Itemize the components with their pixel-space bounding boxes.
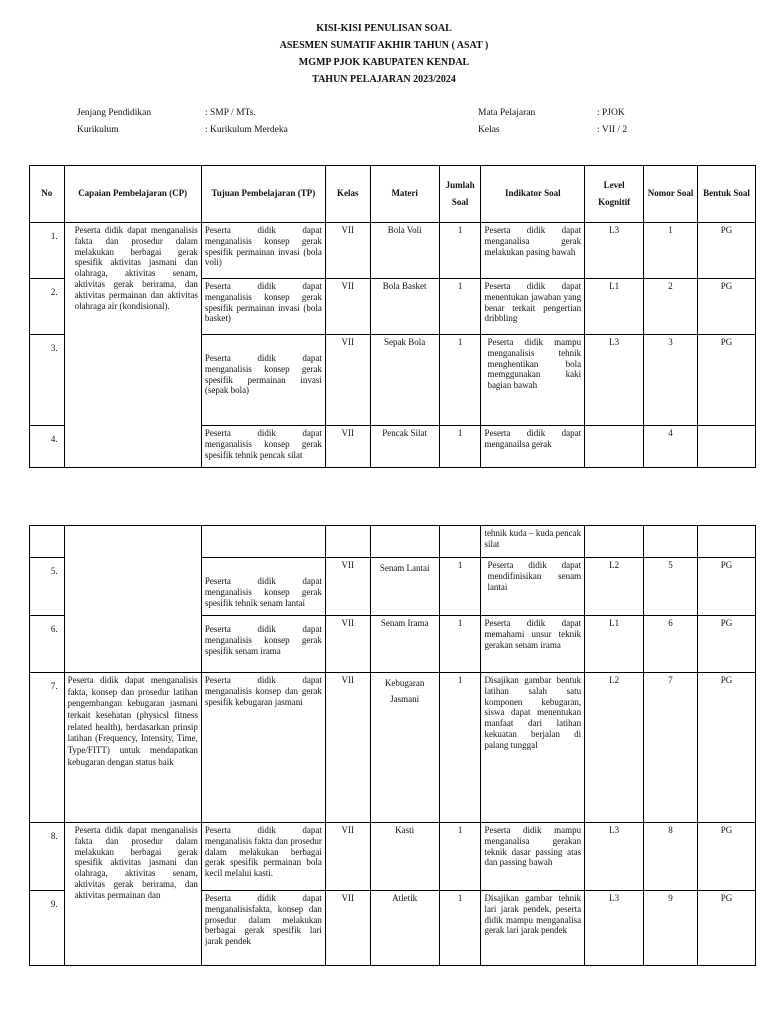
kurikulum-label: Kurikulum bbox=[77, 125, 119, 135]
doc-title-line-2: ASESMEN SUMATIF AKHIR TAHUN ( ASAT ) bbox=[279, 40, 489, 51]
header-level-kognitif: Level Kognitif bbox=[585, 166, 644, 223]
header-materi: Materi bbox=[370, 166, 439, 223]
header-cp: Capaian Pembelajaran (CP) bbox=[64, 166, 201, 223]
table-row bbox=[30, 673, 756, 823]
tp-cell: Peserta didik dapat menganalisis konsep gerak spesifik permainan invasi (bola voli) bbox=[201, 223, 325, 279]
jumlah-cell: 1 bbox=[439, 335, 481, 426]
kelas-cell: VII bbox=[325, 223, 370, 279]
header-no: No bbox=[30, 166, 65, 223]
nomor-cell: 3 bbox=[644, 335, 698, 426]
kelas-value: : VII / 2 bbox=[597, 125, 628, 135]
level-cell: L1 bbox=[585, 616, 644, 673]
row-no bbox=[30, 526, 65, 558]
bentuk-cell: PG bbox=[698, 223, 756, 279]
materi-cell bbox=[370, 526, 439, 558]
materi-cell: Sepak Bola bbox=[370, 335, 439, 426]
cp-cell-empty bbox=[64, 526, 201, 673]
bentuk-cell: PG bbox=[698, 335, 756, 426]
bentuk-cell: PG bbox=[698, 279, 756, 335]
doc-title-line-4: TAHUN PELAJARAN 2023/2024 bbox=[312, 74, 456, 85]
indikator-cell: Peserta didik dapat memahami unsur teknik gerakan senam irama bbox=[481, 616, 585, 673]
jumlah-cell bbox=[439, 526, 481, 558]
level-cell: L1 bbox=[585, 279, 644, 335]
materi-cell: Bola Basket bbox=[370, 279, 439, 335]
kisi-table-part-2 bbox=[29, 525, 756, 966]
jenjang-label: Jenjang Pendidikan bbox=[77, 108, 152, 118]
row-no: 6. bbox=[30, 616, 65, 673]
header-indikator-soal: Indikator Soal bbox=[481, 166, 585, 223]
level-cell: L3 bbox=[585, 223, 644, 279]
kelas-cell: VII bbox=[325, 891, 370, 966]
header-tp: Tujuan Pembelajaran (TP) bbox=[201, 166, 325, 223]
materi-cell: Senam Lantai bbox=[370, 558, 439, 616]
bentuk-cell: PG bbox=[698, 616, 756, 673]
jenjang-value: : SMP / MTs. bbox=[205, 108, 256, 118]
jumlah-cell: 1 bbox=[439, 673, 481, 823]
nomor-cell: 4 bbox=[644, 426, 698, 468]
nomor-cell: 5 bbox=[644, 558, 698, 616]
materi-cell: Atletik bbox=[370, 891, 439, 966]
row-no: 3. bbox=[30, 335, 65, 426]
nomor-cell: 6 bbox=[644, 616, 698, 673]
materi-cell: Senam Irama bbox=[370, 616, 439, 673]
indikator-cell: Peserta didik dapat menganailsa gerak bbox=[481, 426, 585, 468]
materi-cell: Kebugaran Jasmani bbox=[370, 673, 439, 823]
jumlah-cell: 1 bbox=[439, 891, 481, 966]
tp-cell: Peserta didik dapat menganalisis fakta dan prosedur dalam melakukan berbagai gerak spesifik permainan bola kecil melalui kasti. bbox=[201, 823, 325, 891]
table-header-row bbox=[30, 166, 756, 223]
jumlah-cell: 1 bbox=[439, 279, 481, 335]
row-no: 7. bbox=[30, 673, 65, 823]
row-no: 2. bbox=[30, 279, 65, 335]
row-no: 8. bbox=[30, 823, 65, 891]
jumlah-cell: 1 bbox=[439, 426, 481, 468]
level-cell: L2 bbox=[585, 673, 644, 823]
indikator-cell: Peserta didik dapat menganalisa gerak melakukan pasing bawah bbox=[481, 223, 585, 279]
nomor-cell: 9 bbox=[644, 891, 698, 966]
tp-cell: Peserta didik dapat menganalisis konsep gerak spesifik senam irama bbox=[201, 616, 325, 673]
level-cell: L3 bbox=[585, 823, 644, 891]
materi-cell: Kasti bbox=[370, 823, 439, 891]
level-cell: L2 bbox=[585, 558, 644, 616]
indikator-cell: Peserta didik mampu menganalisa gerakan teknik dasar passing atas dan passing bawah bbox=[481, 823, 585, 891]
kisi-table-part-1 bbox=[29, 165, 756, 468]
tp-cell: Peserta didik dapat menganalisis konsep gerak spesifik permainan invasi (bola basket) bbox=[201, 279, 325, 335]
indikator-cell: Disajikan gambar tehnik lari jarak pendek, peserta didik mampu menganalisa gerak lari jarak pendek bbox=[481, 891, 585, 966]
indikator-cell: tehnik kuda – kuda pencak silat bbox=[481, 526, 585, 558]
kelas-cell: VII bbox=[325, 823, 370, 891]
level-cell: L3 bbox=[585, 891, 644, 966]
tp-cell: Peserta didik dapat menganalisis konsep gerak spesifik permainan invasi (sepak bola) bbox=[201, 335, 325, 426]
indikator-cell: Peserta didik dapat mendifinisikan senam lantai bbox=[481, 558, 585, 616]
kelas-cell: VII bbox=[325, 426, 370, 468]
bentuk-cell bbox=[698, 526, 756, 558]
nomor-cell: 2 bbox=[644, 279, 698, 335]
bentuk-cell: PG bbox=[698, 673, 756, 823]
kelas-cell: VII bbox=[325, 673, 370, 823]
tp-cell: Peserta didik dapat menganalisis konsep dan gerak spesifik kebugaran jasmani bbox=[201, 673, 325, 823]
table-row bbox=[30, 823, 756, 891]
bentuk-cell: PG bbox=[698, 823, 756, 891]
bentuk-cell: PG bbox=[698, 558, 756, 616]
level-cell bbox=[585, 526, 644, 558]
kelas-cell: VII bbox=[325, 616, 370, 673]
tp-cell bbox=[201, 526, 325, 558]
cp-cell: Peserta didik dapat menganalisis fakta, konsep dan prosedur latihan pengembangan kebugaran jasmani terkait kesehatan (physicsl fitness related health), berdasarkan prinsip latihan (Frequency, Intensity, Time, Type/FITT) untuk mendapatkan kebugaran dengan status baik bbox=[64, 673, 201, 823]
tp-cell: Peserta didik dapat menganalisisfakta, konsep dan prosedur dalam melakukan berbagai gerak spesifik lari jarak pendek bbox=[201, 891, 325, 966]
kelas-cell: VII bbox=[325, 335, 370, 426]
row-no: 4. bbox=[30, 426, 65, 468]
cp-cell: Peserta didik dapat menganalisis fakta dan prosedur dalam melakukan berbagai gerak spesifik aktivitas jasmani dan olahraga, aktivitas senam, aktivitas gerak berirama, dan aktivitas permainan dan aktivitas olahraga air (kondisional). bbox=[64, 223, 201, 468]
mapel-label: Mata Pelajaran bbox=[478, 108, 536, 118]
header-nomor-soal: Nomor Soal bbox=[644, 166, 698, 223]
materi-cell: Pencak Silat bbox=[370, 426, 439, 468]
bentuk-cell: PG bbox=[698, 891, 756, 966]
jumlah-cell: 1 bbox=[439, 558, 481, 616]
header-jumlah-soal: Jumlah Soal bbox=[439, 166, 481, 223]
bentuk-cell bbox=[698, 426, 756, 468]
row-no: 1. bbox=[30, 223, 65, 279]
header-kelas: Kelas bbox=[325, 166, 370, 223]
doc-title-line-3: MGMP PJOK KABUPATEN KENDAL bbox=[298, 57, 470, 68]
indikator-cell: Peserta didik mampu menganalisis tehnik menghentikan bola memggunakan kaki bagian bawah bbox=[481, 335, 585, 426]
header-bentuk-soal: Bentuk Soal bbox=[698, 166, 756, 223]
row-no: 5. bbox=[30, 558, 65, 616]
doc-title-line-1: KISI-KISI PENULISAN SOAL bbox=[316, 23, 452, 34]
table-row bbox=[30, 223, 756, 279]
kelas-cell: VII bbox=[325, 279, 370, 335]
tp-cell: Peserta didik dapat menganalisis konsep gerak spesifik tehnik pencak silat bbox=[201, 426, 325, 468]
kelas-label: Kelas bbox=[478, 125, 500, 135]
row-no: 9. bbox=[30, 891, 65, 966]
level-cell: L3 bbox=[585, 335, 644, 426]
table-row bbox=[30, 526, 756, 558]
level-cell bbox=[585, 426, 644, 468]
nomor-cell: 7 bbox=[644, 673, 698, 823]
mapel-value: : PJOK bbox=[597, 108, 625, 118]
indikator-cell: Peserta didik dapat menentukan jawaban yang benar terkait pengertian dribbling bbox=[481, 279, 585, 335]
kelas-cell bbox=[325, 526, 370, 558]
kurikulum-value: : Kurikulum Merdeka bbox=[205, 125, 288, 135]
nomor-cell: 8 bbox=[644, 823, 698, 891]
jumlah-cell: 1 bbox=[439, 823, 481, 891]
nomor-cell: 1 bbox=[644, 223, 698, 279]
nomor-cell bbox=[644, 526, 698, 558]
kelas-cell: VII bbox=[325, 558, 370, 616]
tp-cell: Peserta didik dapat menganalisis konsep gerak spesifik tehnik senam lantai bbox=[201, 558, 325, 616]
cp-cell: Peserta didik dapat menganalisis fakta dan prosedur dalam melakukan berbagai gerak spesifik aktivitas jasmani dan olahraga, aktivitas senam, aktivitas gerak berirama, dan aktivitas permainan dan bbox=[64, 823, 201, 966]
materi-cell: Bola Voli bbox=[370, 223, 439, 279]
indikator-cell: Disajikan gambar bentuk latihan salah satu komponen kebugaran, siswa dapat menentukan manfaat dari latihan kekuatan berjalan di palang tunggal bbox=[481, 673, 585, 823]
jumlah-cell: 1 bbox=[439, 223, 481, 279]
jumlah-cell: 1 bbox=[439, 616, 481, 673]
